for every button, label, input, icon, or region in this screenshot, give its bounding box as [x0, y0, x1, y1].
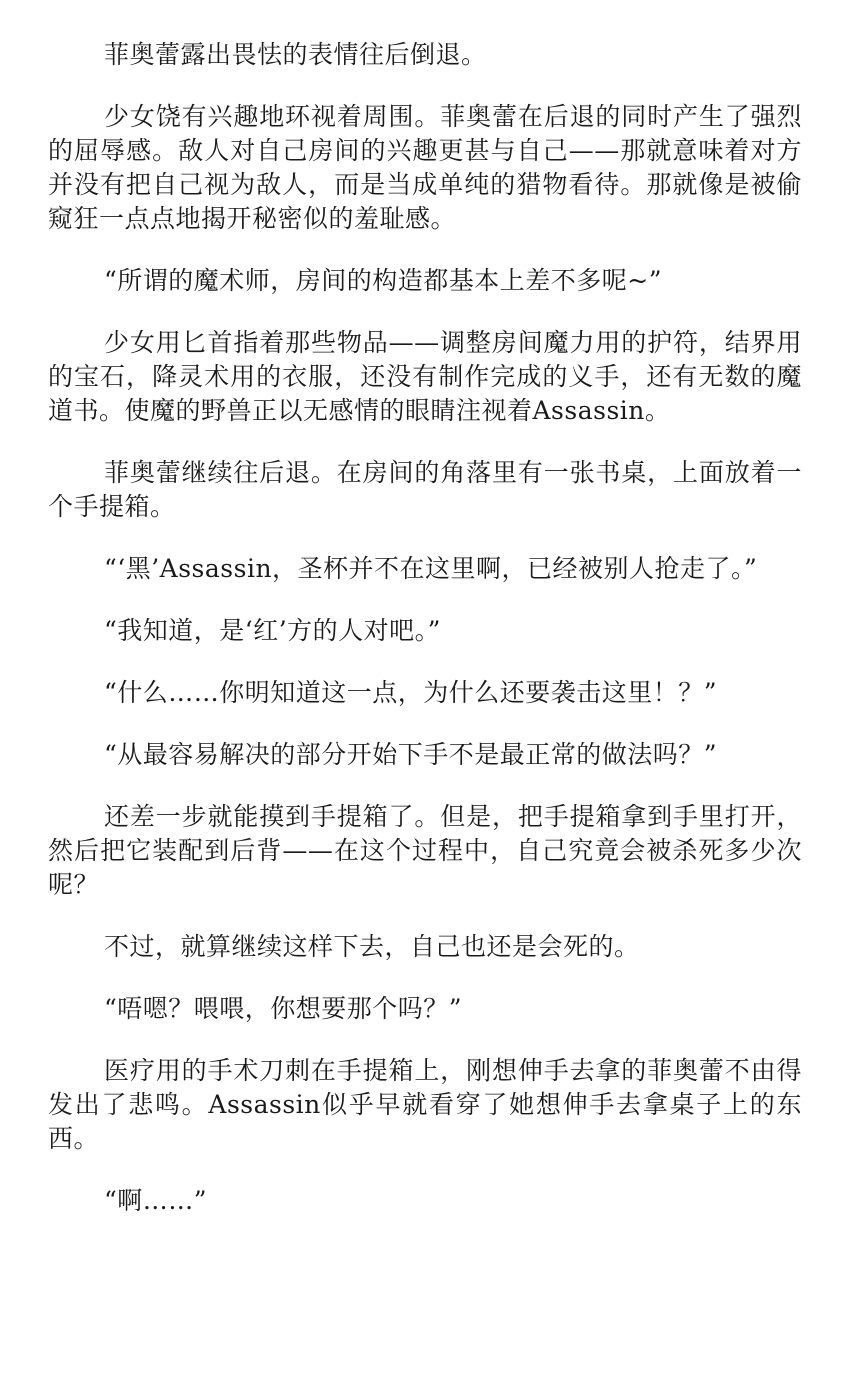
paragraph: “什么……你明知道这一点，为什么还要袭击这里！？” — [104, 678, 718, 707]
paragraph: 菲奥蕾露出畏怯的表情往后倒退。 — [104, 40, 487, 69]
paragraph: “所谓的魔术师，房间的构造都基本上差不多呢~” — [104, 266, 663, 295]
paragraph: 医疗用的手术刀刺在手提箱上，刚想伸手去拿的菲奥蕾不由得发出了悲鸣。Assassin似乎早就看穿了她想伸手去拿桌子上的东西。 — [48, 1056, 802, 1153]
paragraph: 少女用匕首指着那些物品——调整房间魔力用的护符，结界用的宝石，降灵术用的衣服，还没有制作完成的义手，还有无数的魔道书。使魔的野兽正以无感情的眼睛注视着Assassin。 — [48, 328, 802, 425]
paragraph: “从最容易解决的部分开始下手不是最正常的做法吗？” — [104, 740, 718, 769]
paragraph: “我知道，是‘红’方的人对吧。” — [104, 616, 441, 645]
paragraph: 还差一步就能摸到手提箱了。但是，把手提箱拿到手里打开，然后把它装配到后背——在这个过程中，自己究竟会被杀死多少次呢？ — [48, 802, 802, 899]
paragraph: 不过，就算继续这样下去，自己也还是会死的。 — [104, 932, 640, 961]
paragraph: “唔嗯？喂喂，你想要那个吗？” — [104, 994, 463, 1023]
paragraph: 菲奥蕾继续往后退。在房间的角落里有一张书桌，上面放着一个手提箱。 — [48, 458, 802, 521]
paragraph: “啊……” — [104, 1186, 208, 1215]
paragraph: 少女饶有兴趣地环视着周围。菲奥蕾在后退的同时产生了强烈的屈辱感。敌人对自己房间的兴趣更甚与自己——那就意味着对方并没有把自己视为敌人，而是当成单纯的猎物看待。那就像是被偷窥狂一点点地揭开秘密似的羞耻感。 — [48, 102, 802, 233]
paragraph: “‘黑’Assassin，圣杯并不在这里啊，已经被别人抢走了。” — [104, 554, 758, 583]
